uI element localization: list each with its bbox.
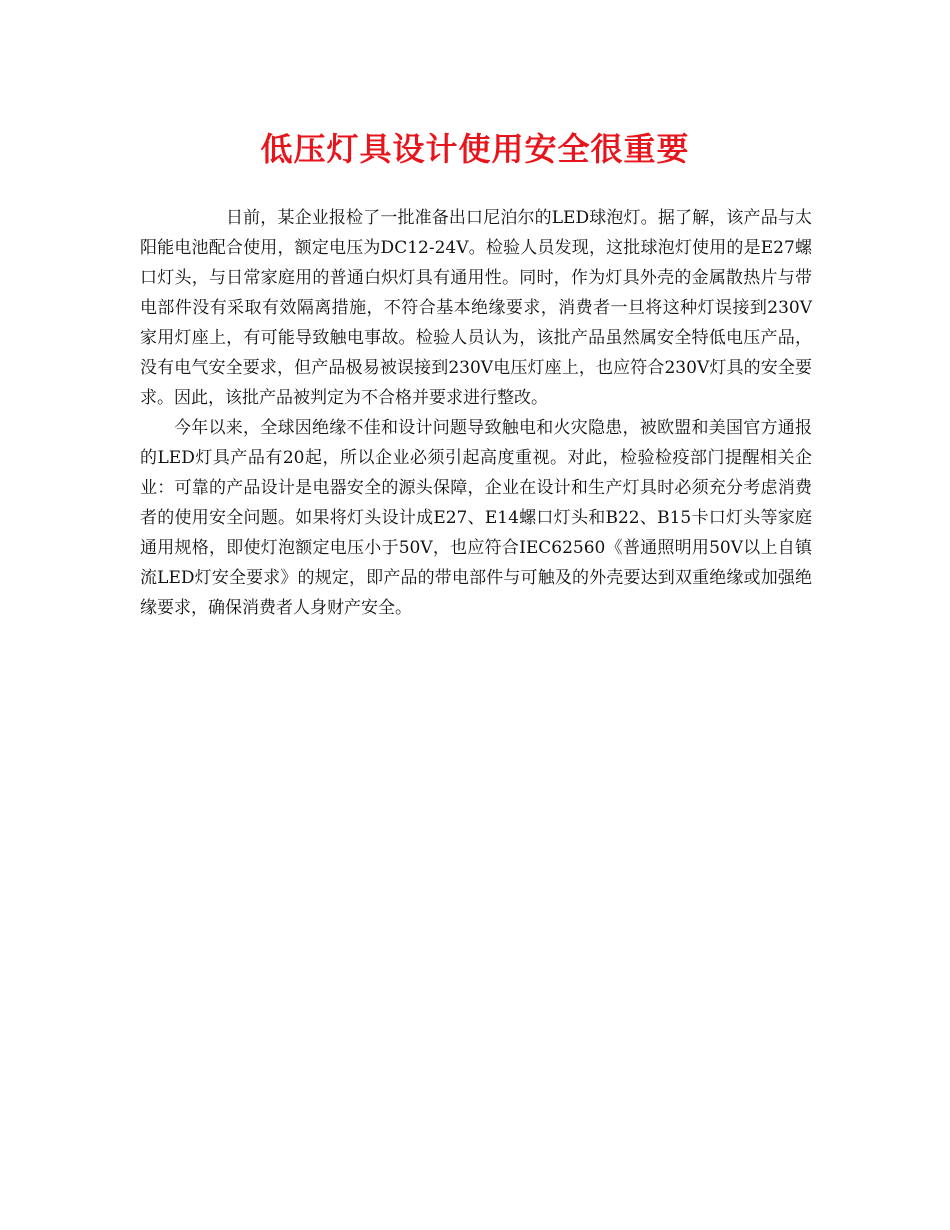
paragraph-2: 今年以来，全球因绝缘不佳和设计问题导致触电和火灾隐患，被欧盟和美国官方通报的LED灯具产品有20起，所以企业必须引起高度重视。对此，检验检疫部门提醒相关企业：可靠的产品设计是电器安全的源头保障，企业在设计和生产灯具时必须充分考虑消费者的使用安全问题。如果将灯头设计成E27、E14螺口灯头和B22、B15卡口灯头等家庭通用规格，即使灯泡额定电压小于50V，也应符合IEC62560《普通照明用50V以上自镇流LED灯安全要求》的规定，即产品的带电部件与可触及的外壳要达到双重绝缘或加强绝缘要求，确保消费者人身财产安全。 (140, 418, 812, 618)
document-body (140, 203, 812, 623)
document-title: 低压灯具设计使用安全很重要 (260, 130, 690, 168)
paragraph-1: 日前，某企业报检了一批准备出口尼泊尔的LED球泡灯。据了解，该产品与太阳能电池配合使用，额定电压为DC12-24V。检验人员发现，这批球泡灯使用的是E27螺口灯头，与日常家庭用的普通白炽灯具有通用性。同时，作为灯具外壳的金属散热片与带电部件没有采取有效隔离措施，不符合基本绝缘要求，消费者一旦将这种灯误接到230V家用灯座上，有可能导致触电事故。检验人员认为，该批产品虽然属安全特低电压产品，没有电气安全要求，但产品极易被误接到230V电压灯座上，也应符合230V灯具的安全要求。因此，该批产品被判定为不合格并要求进行整改。 (140, 208, 812, 408)
